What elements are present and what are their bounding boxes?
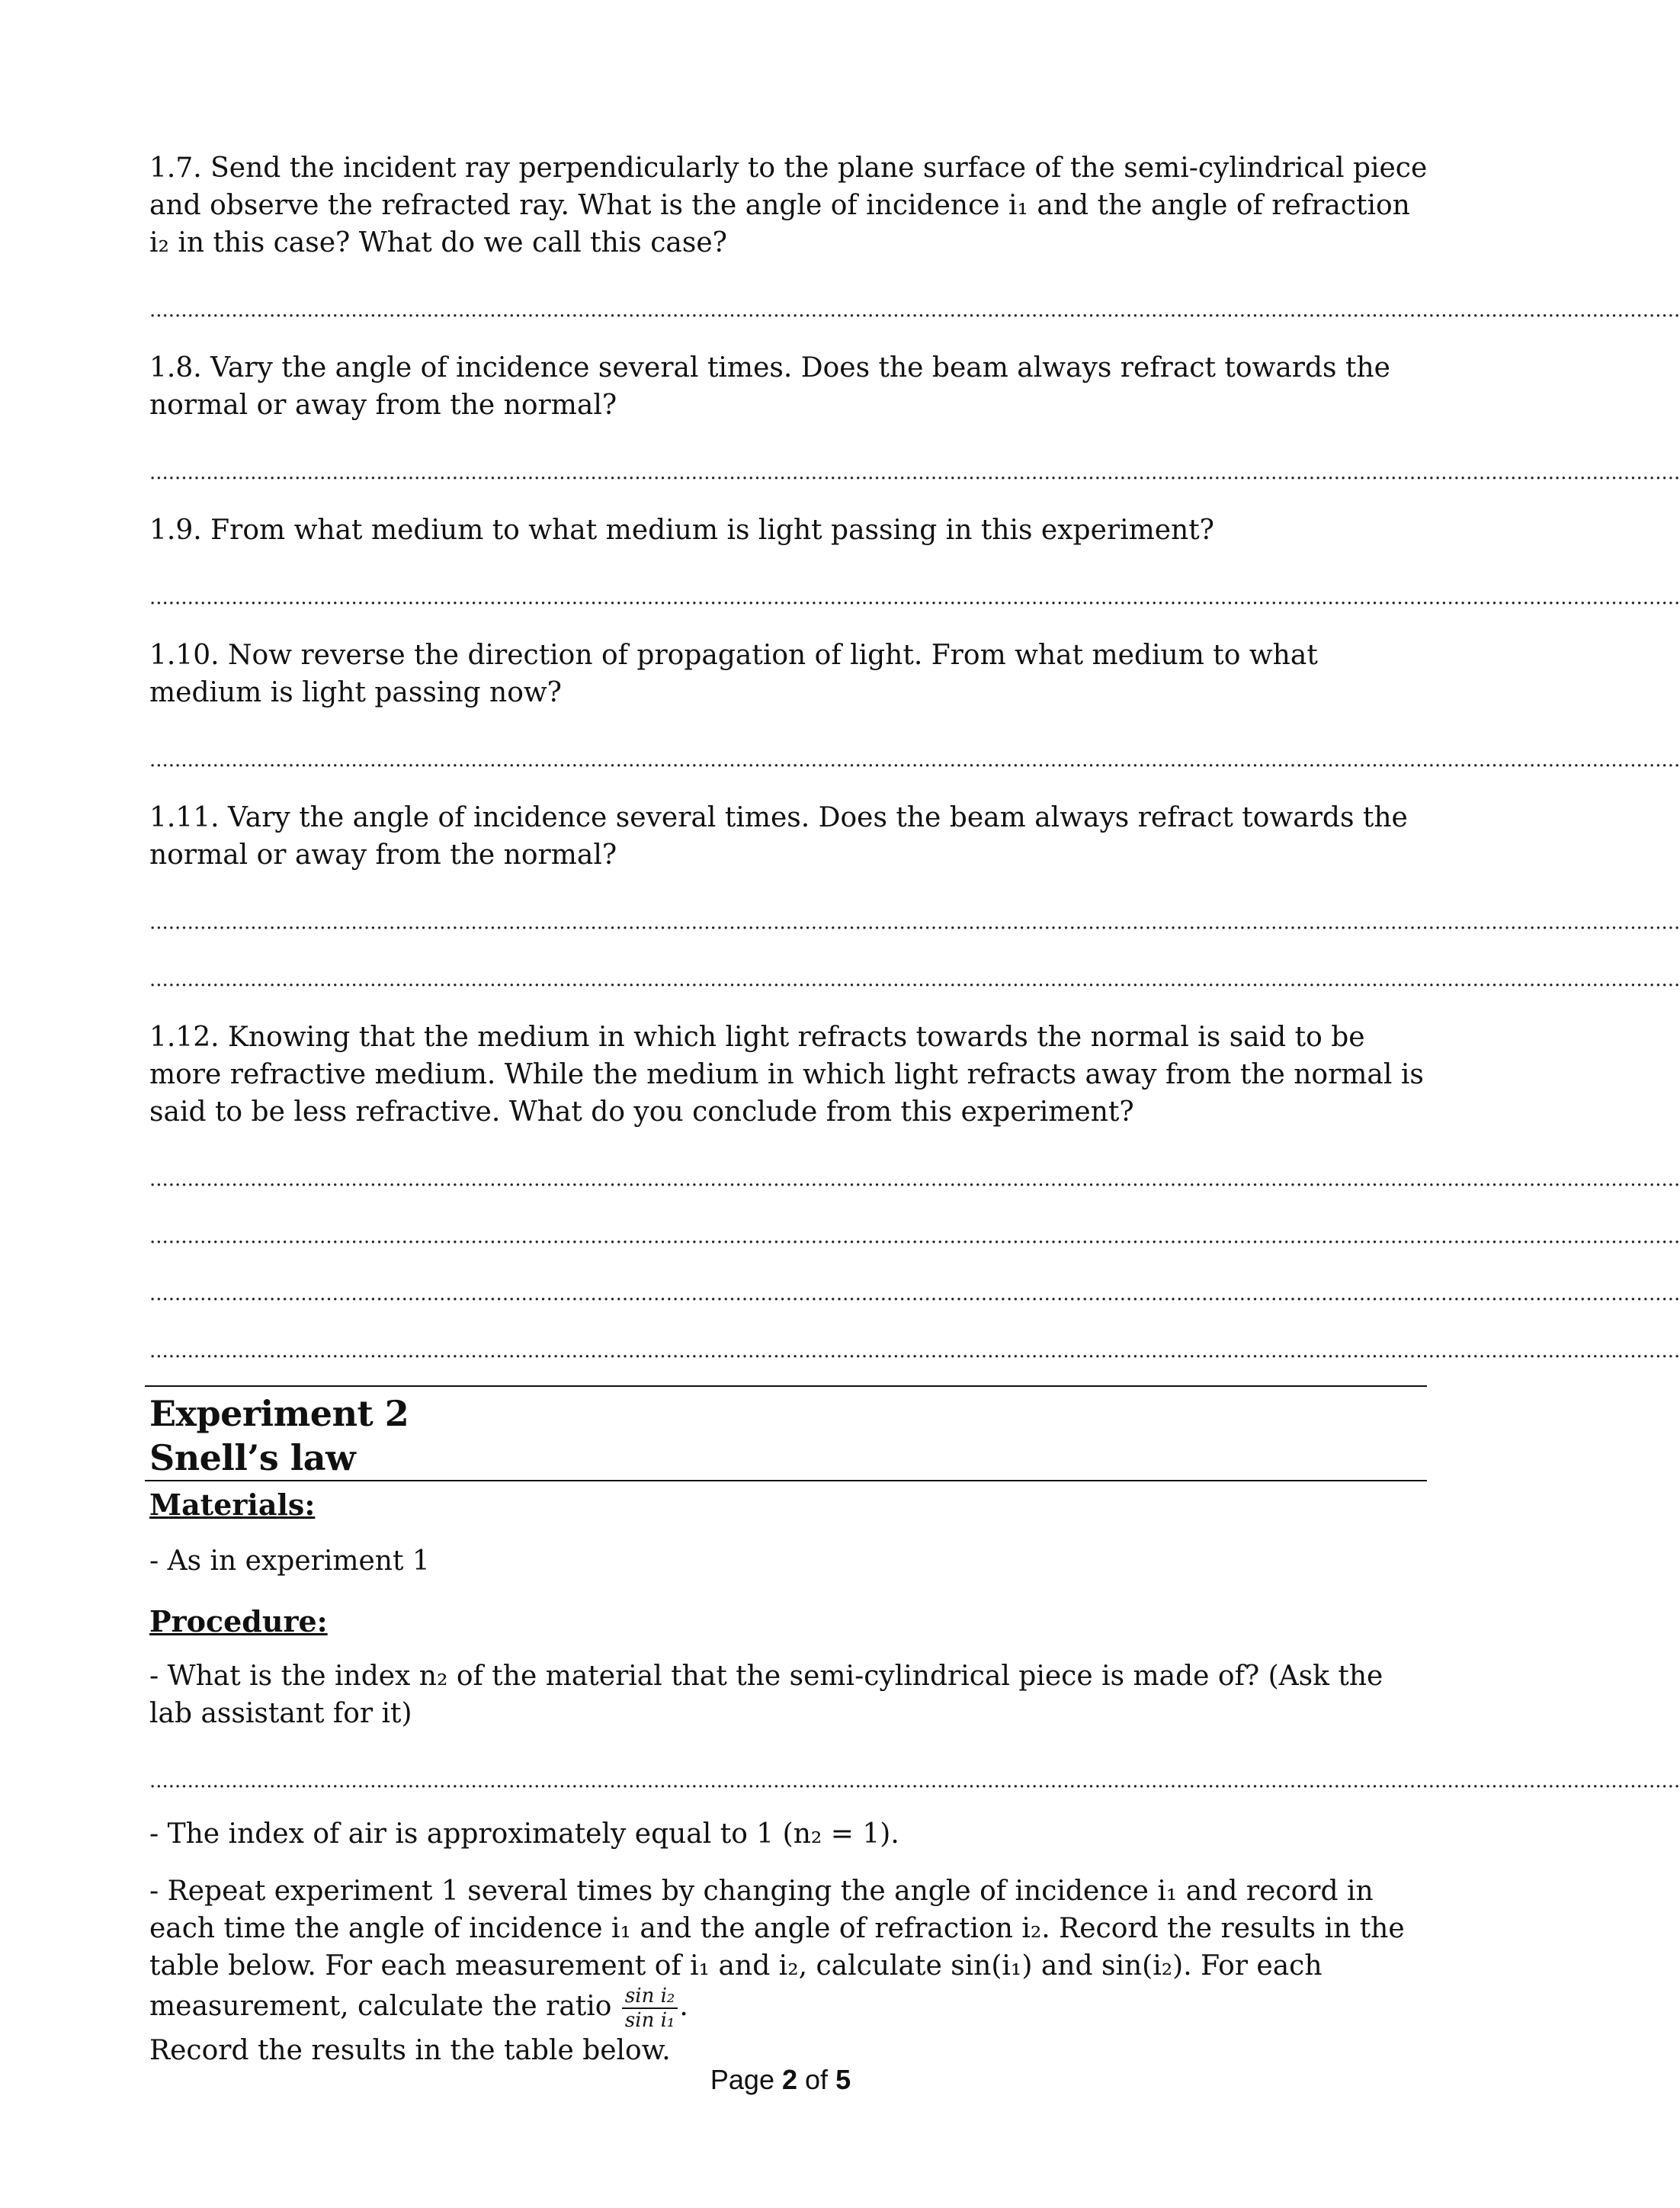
footer-page-word: Page [710, 2064, 774, 2095]
footer-page-number: 2 [781, 2064, 798, 2095]
procedure-heading: Procedure: [149, 1604, 328, 1638]
procedure-step-3-tail: Record the results in the table below. [149, 2035, 671, 2066]
materials-item: - As in experiment 1 [149, 1545, 430, 1577]
procedure-step-1: - What is the index n₂ of the material that the semi-cylindrical piece is made of? (Ask the lab assistant for it) [149, 1661, 1383, 1729]
ratio-period: . [679, 1991, 688, 2022]
page-content [149, 149, 1680, 2069]
procedure-step-2: - The index of air is approximately equal to 1 (n₂ = 1). [149, 1818, 899, 1850]
experiment-title: Experiment 2 [149, 1393, 409, 1434]
experiment-subtitle: Snell’s law [149, 1437, 356, 1478]
question-1-10: 1.10. Now reverse the direction of propagation of light. From what medium to what medium is light passing now? [149, 640, 1318, 708]
answer-line[interactable]: ................................................................................................................................................................................................................................................... [149, 968, 1680, 991]
answer-line[interactable]: ................................................................................................................................................................................................................................................... [149, 749, 1680, 772]
question-1-9: 1.9. From what medium to what medium is light passing in this experiment? [149, 515, 1214, 546]
answer-line[interactable]: ................................................................................................................................................................................................................................................... [149, 586, 1680, 609]
question-1-7: 1.7. Send the incident ray perpendicularly to the plane surface of the semi-cylindrical piece and observe the refracted ray. What is the angle of incidence i₁ and the angle of refraction i₂ in this case? What do we call this case? [149, 152, 1428, 258]
page-footer [0, 2063, 1561, 2097]
answer-line[interactable]: ................................................................................................................................................................................................................................................... [149, 461, 1680, 484]
answer-line[interactable]: ................................................................................................................................................................................................................................................... [149, 1340, 1680, 1362]
answer-line[interactable]: ................................................................................................................................................................................................................................................... [149, 911, 1680, 934]
procedure-step-3 [149, 1873, 1430, 2069]
answer-line[interactable]: ................................................................................................................................................................................................................................................... [149, 1282, 1680, 1305]
question-1-12: 1.12. Knowing that the medium in which light refracts towards the normal is said to be more refractive medium. While the medium in which light refracts away from the normal is said to be less refractive. What do you conclude from this experiment? [149, 1022, 1424, 1128]
answer-line[interactable]: ................................................................................................................................................................................................................................................... [149, 299, 1680, 322]
procedure-step-3-text: - Repeat experiment 1 several times by changing the angle of incidence i₁ and record in each time the angle of incidence i₁ and the angle of refraction i₂. Record the results in the table below. For each measurement of i₁ and i₂, calculate sin(i₁) and sin(i₂). For each measurement, calculate the ratio [149, 1876, 1405, 2022]
question-1-8: 1.8. Vary the angle of incidence several times. Does the beam always refract towards the normal or away from the normal? [149, 352, 1390, 421]
footer-page-total: 5 [835, 2064, 851, 2095]
ratio-denominator: sin i₁ [624, 2009, 675, 2032]
footer-of-word: of [805, 2064, 829, 2095]
answer-line[interactable]: ................................................................................................................................................................................................................................................... [149, 1225, 1680, 1248]
materials-heading: Materials: [149, 1488, 316, 1522]
answer-line[interactable]: ................................................................................................................................................................................................................................................... [149, 1770, 1680, 1792]
answer-line[interactable]: ................................................................................................................................................................................................................................................... [149, 1168, 1680, 1191]
question-1-11: 1.11. Vary the angle of incidence several times. Does the beam always refract towards the normal or away from the normal? [149, 802, 1408, 871]
ratio-numerator: sin i₂ [622, 1985, 678, 2009]
sine-ratio-fraction [622, 1985, 678, 2032]
